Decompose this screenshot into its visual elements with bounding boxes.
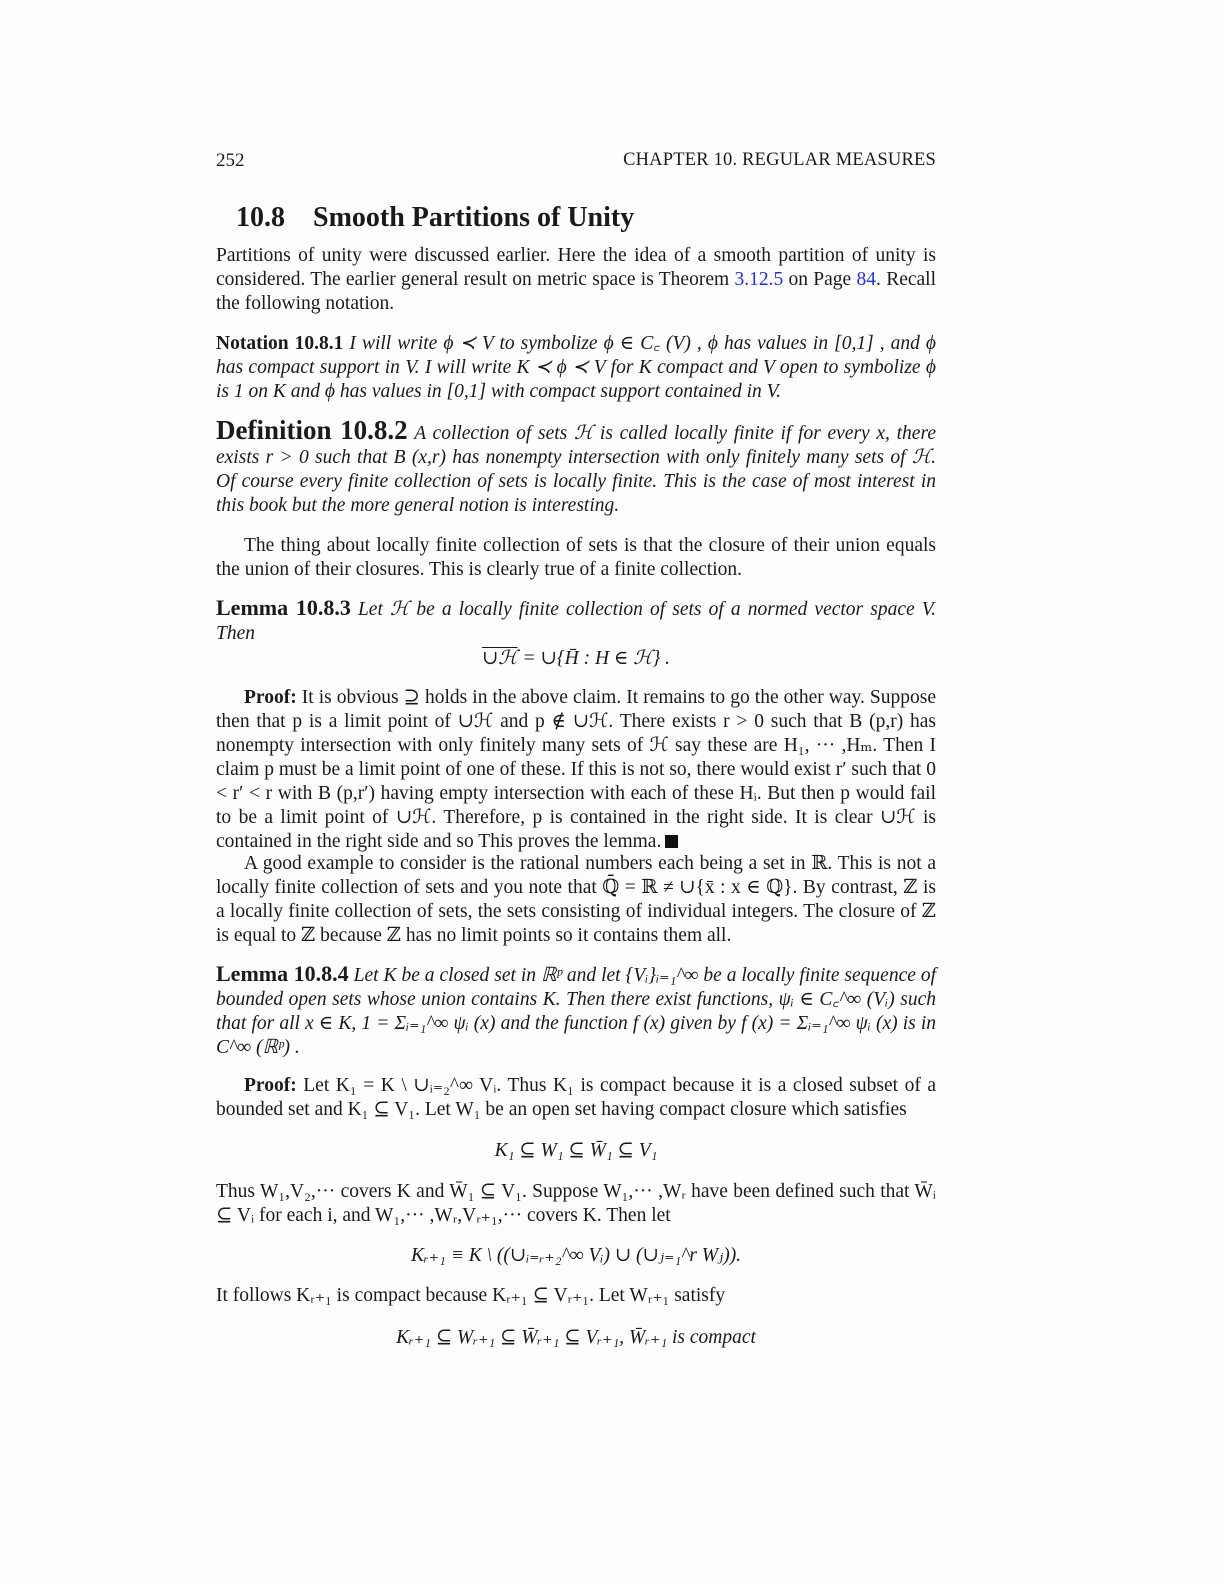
lemma-4-label: Lemma 10.8.4 (216, 961, 349, 986)
lemma-10-8-3 (216, 596, 936, 646)
notation-label: Notation 10.8.1 (216, 333, 344, 354)
proof-4-paragraph-2: Thus W₁,V₂,··· covers K and W̄₁ ⊆ V₁. Suppose W₁,··· ,Wᵣ have been defined such that W̄ᵢ ⊆ Vᵢ for each i, and W₁,··· ,Wᵣ,Vᵣ₊₁,··· covers K. Then let (216, 1181, 936, 1226)
definition-block (216, 415, 936, 518)
lemma-3-equation (216, 646, 936, 670)
notation-text: I will write ϕ ≺ V to symbolize ϕ ∈ C꜀ (V) , ϕ has values in [0,1] , and ϕ has compact support in V. I will write K ≺ ϕ ≺ V for K compact and V open to symbolize ϕ is 1 on K and ϕ has values in [0,1] with compact support contained in V. (216, 333, 936, 402)
lemma-3-text: Let ℋ be a locally finite collection of sets of a normed vector space V. Then (216, 599, 937, 644)
page-link[interactable]: 84 (856, 269, 877, 290)
definition-text: A collection of sets ℋ is called locally finite if for every x, there exists r > 0 such that B (x,r) has nonempty intersection with only finitely many sets of ℋ. Of course every finite collection of sets is locally finite. This is the case of most interest in this book but the more general notion is interesting. (216, 423, 936, 516)
example-paragraph: A good example to consider is the rational numbers each being a set in ℝ. This is not a locally finite collection of sets and you note that ℚ̄ = ℝ ≠ ∪{x̄ : x ∈ ℚ}. By contrast, ℤ is a locally finite collection of sets, the sets consisting of individual integers. The closure of ℤ is equal to ℤ because ℤ has no limit points so it contains them all. (216, 853, 936, 946)
running-header: CHAPTER 10. REGULAR MEASURES (623, 150, 936, 170)
lemma-3-label: Lemma 10.8.3 (216, 595, 351, 620)
proof-4-text: Let K₁ = K \ ∪ᵢ₌₂^∞ Vᵢ. Thus K₁ is compact because it is a closed subset of a bounded set and K₁ ⊆ V₁. Let W₁ be an open set having compact closure which satisfies (216, 1075, 936, 1120)
lemma-10-8-4 (216, 962, 936, 1060)
intro-text-end: . Recall the following notation. (216, 269, 936, 314)
intro-text-mid: on Page (783, 269, 857, 290)
intro-paragraph (216, 244, 936, 316)
proof-10-8-3 (216, 686, 936, 854)
section-number: 10.8 (236, 202, 285, 233)
proof-3-text: It is obvious ⊇ holds in the above claim. It remains to go the other way. Suppose then that p is a limit point of ∪ℋ and p ∉ ∪ℋ. There exists r > 0 such that B (p,r) has nonempty intersection with only finitely many sets of ℋ say these are H₁, ··· ,Hₘ. Then I claim p must be a limit point of one of these. If this is not so, there would exist r′ such that 0 < r′ < r with B (p,r′) having empty intersection with each of these Hᵢ. But then p would fail to be a limit point of ∪ℋ. Therefore, p is contained in the right side. It is clear ∪ℋ is contained in the right side and so This proves the lemma. (216, 687, 937, 852)
equation-kr1: Kᵣ₊₁ ≡ K \ ((∪ᵢ₌ᵣ₊₂^∞ Vᵢ) ∪ (∪ⱼ₌₁^r Wⱼ)). (410, 1245, 742, 1266)
closure-paragraph: The thing about locally finite collection of sets is that the closure of their union equals the union of their closures. This is clearly true of a finite collection. (216, 535, 936, 580)
proof-10-8-4 (216, 1074, 936, 1122)
section-heading (236, 202, 634, 234)
notation-block (216, 332, 936, 404)
equation-wr1: Kᵣ₊₁ ⊆ Wᵣ₊₁ ⊆ W̄ᵣ₊₁ ⊆ Vᵣ₊₁, W̄ᵣ₊₁ is compact (396, 1327, 756, 1348)
theorem-link[interactable]: 3.12.5 (734, 269, 784, 290)
intro-text: Partitions of unity were discussed earlier. Here the idea of a smooth partition of unity is considered. The earlier general result on metric space is Theorem (216, 245, 936, 290)
qed-icon (665, 835, 678, 848)
proof-3-label: Proof: (244, 687, 297, 708)
definition-label: Definition 10.8.2 (216, 415, 408, 445)
section-title: Smooth Partitions of Unity (313, 202, 635, 233)
equation-lhs: ∪ℋ (481, 648, 518, 669)
proof-4-label: Proof: (244, 1075, 297, 1096)
proof-4-paragraph-3: It follows Kᵣ₊₁ is compact because Kᵣ₊₁ ⊆ Vᵣ₊₁. Let Wᵣ₊₁ satisfy (216, 1285, 726, 1306)
lemma-4-text: Let K be a closed set in ℝᵖ and let {Vᵢ}ᵢ₌₁^∞ be a locally finite sequence of bounded open sets whose union contains K. Then there exist functions, ψᵢ ∈ C꜀^∞ (Vᵢ) such that for all x ∈ K, 1 = Σᵢ₌₁^∞ ψᵢ (x) and the function f (x) given by f (x) = Σᵢ₌₁^∞ ψᵢ (x) is in C^∞ (ℝᵖ) . (216, 965, 936, 1058)
page-number: 252 (216, 150, 245, 171)
equation-rhs: = ∪{H̄ : H ∈ ℋ} . (517, 648, 671, 669)
equation-k1: K₁ ⊆ W₁ ⊆ W̄₁ ⊆ V₁ (494, 1140, 658, 1161)
